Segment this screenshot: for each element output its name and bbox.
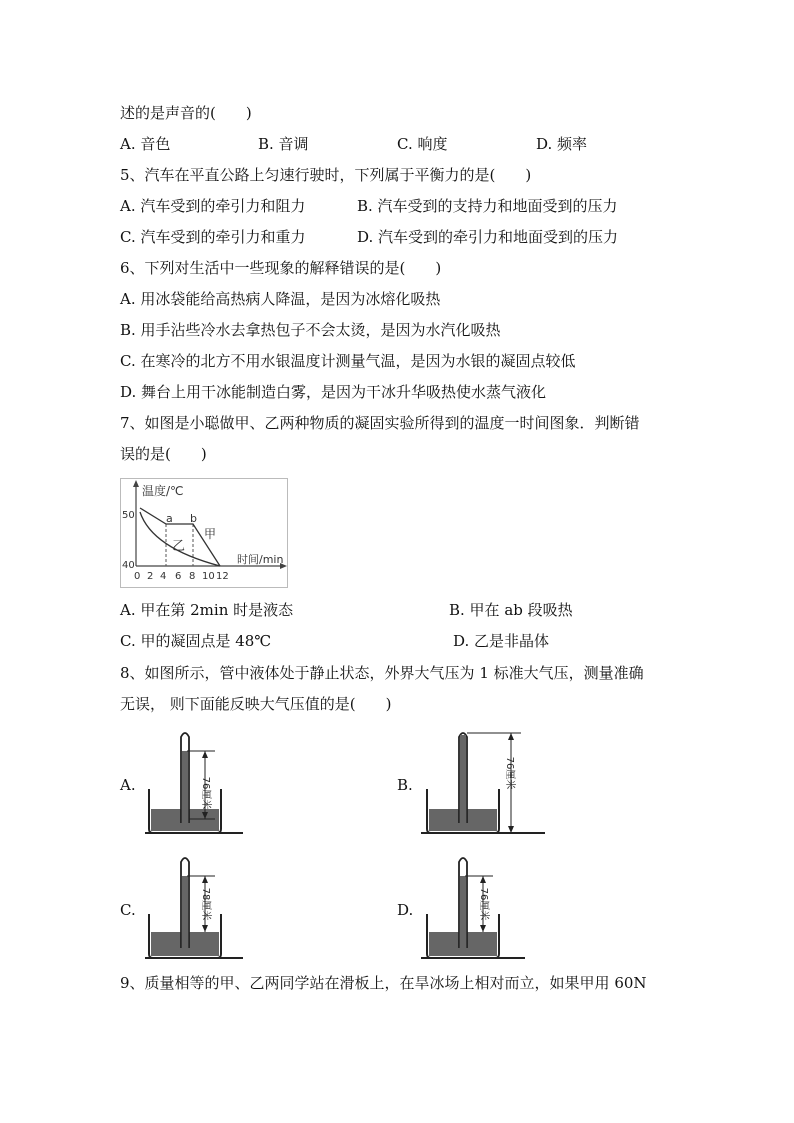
q8-fig-c-arrow-up bbox=[202, 876, 208, 883]
q9-stem: 9、质量相等的甲、乙两同学站在滑板上，在旱冰场上相对而立，如果甲用 60N bbox=[120, 974, 647, 992]
q8-fig-b bbox=[421, 727, 545, 837]
q8-stem-line1: 8、如图所示，管中液体处于静止状态，外界大气压为 1 标准大气压，测量准确 bbox=[120, 664, 644, 682]
q7-y-axis-label: 温度/℃ bbox=[142, 484, 184, 498]
q7-label-jia: 甲 bbox=[204, 527, 217, 541]
q7-option-a: A. 甲在第 2min 时是液态 bbox=[120, 601, 294, 619]
q7-graph-svg bbox=[120, 478, 288, 588]
q5-option-d: D. 汽车受到的牵引力和地面受到的压力 bbox=[357, 228, 619, 246]
q8-fig-a-measure: 76厘米 bbox=[200, 776, 211, 810]
q7-x-tick-0: 0 bbox=[134, 571, 141, 582]
q8-fig-d-tube-liquid bbox=[460, 876, 466, 948]
q8-fig-b-tube-liquid bbox=[460, 735, 466, 823]
q6-option-d: D. 舞台上用干冰能制造白雾，是因为干冰升华吸热使水蒸气液化 bbox=[120, 383, 547, 401]
q7-x-tick-4: 4 bbox=[160, 571, 167, 582]
q7-option-b: B. 甲在 ab 段吸热 bbox=[449, 601, 573, 619]
q8-fig-b-arrow-down bbox=[508, 826, 514, 833]
q7-stem-line1: 7、如图是小聪做甲、乙两种物质的凝固实验所得到的温度一时间图象．判断错 bbox=[120, 414, 640, 432]
q8-fig-a-tube-liquid bbox=[182, 751, 188, 823]
q8-fig-b-label: B. bbox=[397, 776, 413, 794]
q8-fig-d-arrow-down bbox=[480, 925, 486, 932]
q4-option-a: A. 音色 bbox=[120, 135, 171, 153]
q7-option-c: C. 甲的凝固点是 48℃ bbox=[120, 632, 272, 650]
q8-fig-c-arrow-down bbox=[202, 925, 208, 932]
q7-point-b: b bbox=[190, 512, 197, 525]
q7-x-tick-2: 2 bbox=[147, 571, 154, 582]
q7-stem-line2: 误的是( ) bbox=[120, 445, 207, 463]
q8-fig-a bbox=[145, 727, 243, 837]
q6-stem: 6、下列对生活中一些现象的解释错误的是( ) bbox=[120, 259, 442, 277]
q8-stem-line2: 无误， 则下面能反映大气压值的是( ) bbox=[120, 695, 392, 713]
q5-option-b: B. 汽车受到的支持力和地面受到的压力 bbox=[357, 197, 618, 215]
q7-x-axis-label: 时间/min bbox=[237, 553, 284, 566]
q6-option-c: C. 在寒冷的北方不用水银温度计测量气温，是因为水银的凝固点较低 bbox=[120, 352, 576, 370]
q5-option-a: A. 汽车受到的牵引力和阻力 bbox=[120, 197, 306, 215]
q8-fig-b-svg bbox=[421, 727, 545, 837]
q4-stem-continuation: 述的是声音的( ) bbox=[120, 104, 252, 122]
q8-fig-c bbox=[145, 852, 243, 962]
q8-fig-b-arrow-up bbox=[508, 733, 514, 740]
q7-point-a: a bbox=[166, 512, 173, 525]
q8-fig-c-label: C. bbox=[120, 901, 136, 919]
q5-option-c: C. 汽车受到的牵引力和重力 bbox=[120, 228, 306, 246]
q7-y-tick-40: 40 bbox=[122, 560, 135, 571]
q7-x-tick-8: 8 bbox=[189, 571, 196, 582]
q4-option-b: B. 音调 bbox=[258, 135, 309, 153]
q6-option-b: B. 用手沾些冷水去拿热包子不会太烫，是因为水汽化吸热 bbox=[120, 321, 501, 339]
q8-fig-c-svg bbox=[145, 852, 243, 962]
q6-option-a: A. 用冰袋能给高热病人降温，是因为冰熔化吸热 bbox=[120, 290, 441, 308]
q7-label-yi: 乙 bbox=[172, 539, 186, 554]
q4-option-d: D. 频率 bbox=[536, 135, 588, 153]
q7-x-tick-6: 6 bbox=[175, 571, 182, 582]
q8-fig-a-arrow-up bbox=[202, 751, 208, 758]
q8-fig-d-svg bbox=[421, 852, 525, 962]
q8-fig-d-label: D. bbox=[397, 901, 414, 919]
q8-fig-b-measure: 76厘米 bbox=[504, 756, 515, 790]
q4-option-c: C. 响度 bbox=[397, 135, 448, 153]
q8-fig-a-label: A. bbox=[120, 776, 136, 794]
q7-y-tick-50: 50 bbox=[122, 510, 135, 521]
q7-x-tick-10: 10 bbox=[202, 571, 215, 582]
q8-fig-c-tube-liquid bbox=[182, 876, 188, 948]
q8-fig-c-measure: 78厘米 bbox=[200, 887, 211, 921]
q7-option-d: D. 乙是非晶体 bbox=[453, 632, 550, 650]
q7-x-tick-12: 12 bbox=[216, 571, 229, 582]
q8-fig-a-svg bbox=[145, 727, 243, 837]
q8-fig-d bbox=[421, 852, 525, 962]
q8-fig-d-measure: 76厘米 bbox=[478, 887, 489, 921]
q8-fig-d-arrow-up bbox=[480, 876, 486, 883]
q5-stem: 5、汽车在平直公路上匀速行驶时，下列属于平衡力的是( ) bbox=[120, 166, 532, 184]
q7-temperature-time-graph bbox=[120, 478, 288, 588]
